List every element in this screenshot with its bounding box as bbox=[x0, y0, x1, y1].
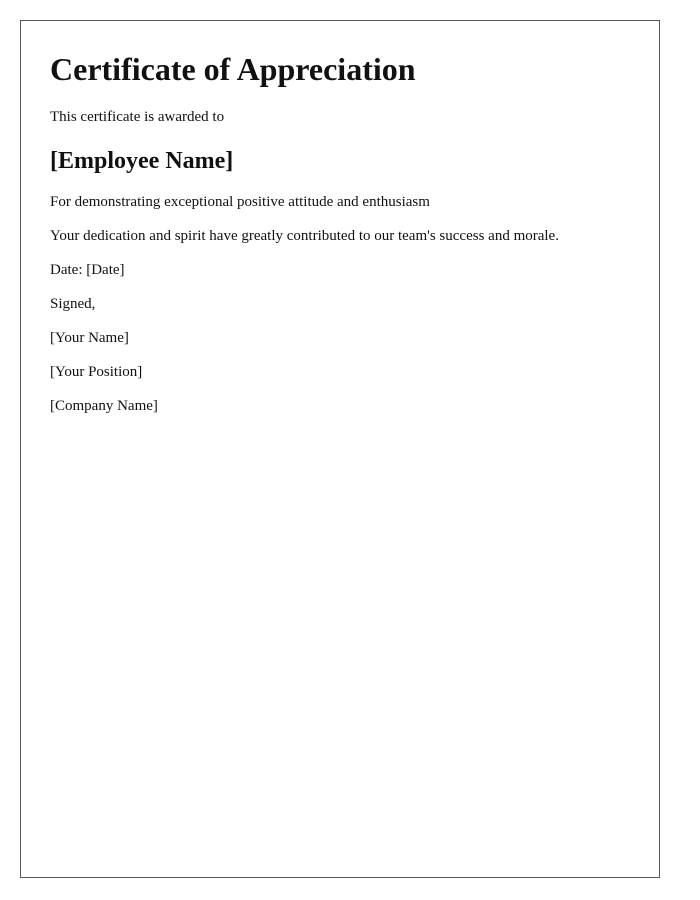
award-reason: For demonstrating exceptional positive attitude and enthusiasm bbox=[50, 194, 430, 210]
signed-label: Signed, bbox=[50, 296, 96, 312]
certificate-title: Certificate of Appreciation bbox=[50, 51, 416, 87]
certificate-frame bbox=[20, 20, 660, 878]
signer-position: [Your Position] bbox=[50, 364, 143, 380]
signer-name: [Your Name] bbox=[50, 330, 129, 346]
recipient-name: [Employee Name] bbox=[50, 148, 234, 174]
date-line: Date: [Date] bbox=[50, 262, 125, 278]
awarded-to-text: This certificate is awarded to bbox=[50, 109, 225, 125]
dedication-text: Your dedication and spirit have greatly contributed to our team's success and morale. bbox=[50, 228, 559, 244]
company-name: [Company Name] bbox=[50, 398, 158, 414]
